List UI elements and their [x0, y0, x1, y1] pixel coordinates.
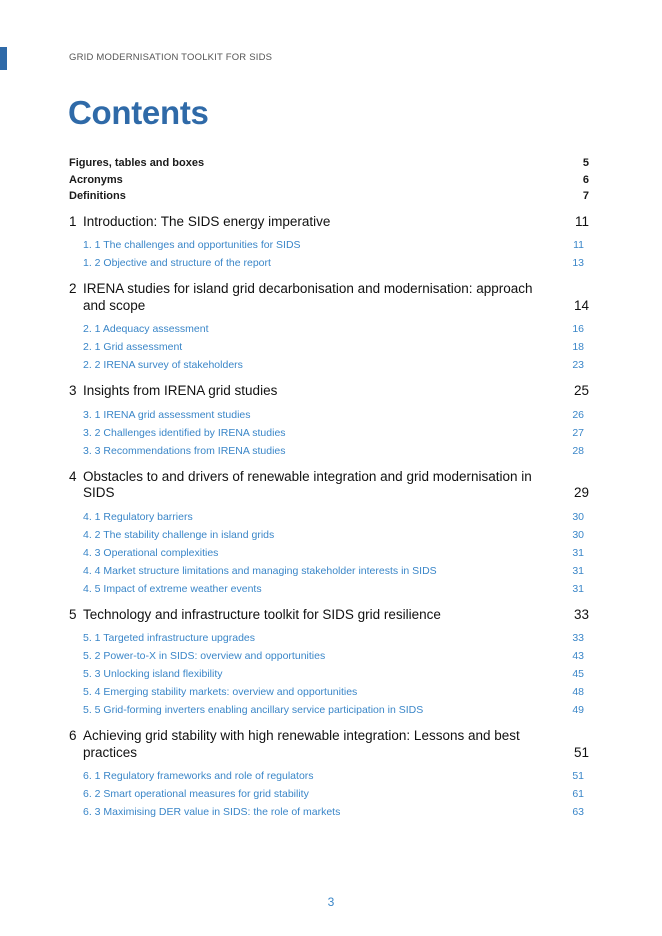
front-matter-list [69, 155, 589, 205]
section-entry[interactable] [69, 580, 589, 598]
section-label: 4. 3 Operational complexities [83, 546, 219, 559]
front-matter-item[interactable] [69, 172, 589, 189]
toc-entry-label: Figures, tables and boxes [69, 157, 205, 169]
chapter-title: Introduction: The SIDS energy imperative [83, 213, 331, 229]
section-entry[interactable] [69, 803, 589, 821]
section-entry[interactable] [69, 338, 589, 356]
chapter-number: 3 [69, 383, 77, 398]
section-page: 31 [572, 546, 584, 559]
section-page: 31 [572, 582, 584, 595]
section-list [69, 508, 589, 598]
section-page: 49 [572, 704, 584, 716]
chapter-title: IRENA studies for island grid decarbonisation and modernisation: approach and scope [83, 281, 533, 313]
section-entry[interactable] [69, 647, 589, 665]
table-of-contents [69, 155, 589, 830]
section-page: 63 [572, 806, 584, 818]
section-entry[interactable] [69, 508, 589, 526]
section-page: 16 [572, 323, 584, 335]
chapter-5 [69, 607, 589, 720]
chapter-2 [69, 281, 589, 374]
front-matter-item[interactable] [69, 155, 589, 172]
section-entry[interactable] [69, 526, 589, 544]
section-label: 5. 2 Power-to-X in SIDS: overview and opportunities [83, 650, 326, 662]
chapter-number: 1 [69, 213, 77, 229]
section-label: 6. 1 Regulatory frameworks and role of regulators [83, 770, 314, 782]
section-page: 27 [572, 426, 584, 439]
chapter-heading[interactable] [69, 607, 589, 624]
section-label: 2. 1 Adequacy assessment [83, 323, 209, 335]
section-label: 5. 1 Targeted infrastructure upgrades [83, 632, 255, 644]
chapter-6 [69, 728, 589, 821]
chapter-number: 4 [69, 468, 77, 484]
section-page: 26 [572, 408, 584, 421]
chapter-heading[interactable] [69, 383, 589, 400]
chapter-number: 2 [69, 281, 77, 296]
section-entry[interactable] [69, 356, 589, 374]
chapter-page: 25 [573, 383, 589, 398]
chapter-heading[interactable] [69, 469, 589, 502]
section-page: 30 [572, 510, 584, 523]
section-label: 4. 2 The stability challenge in island grids [83, 528, 275, 541]
section-label: 2. 1 Grid assessment [83, 341, 183, 353]
section-list [69, 236, 589, 272]
toc-entry-label: Definitions [69, 190, 126, 202]
chapter-number: 6 [69, 728, 77, 743]
section-page: 31 [572, 564, 584, 577]
chapter-heading[interactable] [69, 728, 589, 761]
section-entry[interactable] [69, 562, 589, 580]
section-page: 43 [572, 650, 584, 662]
section-page: 51 [572, 770, 584, 782]
section-entry[interactable] [69, 629, 589, 647]
chapter-3 [69, 383, 589, 460]
chapter-heading[interactable] [69, 214, 589, 231]
page-number: 3 [327, 895, 335, 909]
side-tab-marker [0, 47, 7, 70]
section-entry[interactable] [69, 544, 589, 562]
section-label: 1. 1 The challenges and opportunities for SIDS [83, 239, 301, 251]
section-list [69, 320, 589, 374]
section-label: 6. 2 Smart operational measures for grid stability [83, 788, 309, 800]
section-page: 28 [572, 444, 584, 457]
section-page: 61 [572, 788, 584, 800]
section-entry[interactable] [69, 320, 589, 338]
section-label: 2. 2 IRENA survey of stakeholders [83, 359, 243, 371]
section-page: 11 [573, 239, 584, 251]
section-entry[interactable] [69, 665, 589, 683]
front-matter-item[interactable] [69, 188, 589, 205]
section-page: 33 [572, 632, 584, 644]
chapter-list [69, 214, 589, 822]
section-entry[interactable] [69, 406, 589, 424]
section-page: 13 [572, 257, 584, 269]
section-label: 3. 2 Challenges identified by IRENA studies [83, 426, 286, 439]
section-label: 4. 1 Regulatory barriers [83, 510, 193, 523]
chapter-page: 29 [573, 485, 589, 500]
chapter-1 [69, 214, 589, 273]
section-entry[interactable] [69, 236, 589, 254]
toc-entry-page: 6 [582, 173, 589, 186]
section-list [69, 406, 589, 460]
chapter-page: 14 [573, 297, 589, 313]
section-page: 18 [572, 341, 584, 353]
chapter-page: 51 [573, 744, 589, 760]
section-label: 6. 3 Maximising DER value in SIDS: the role of markets [83, 806, 341, 818]
section-label: 1. 2 Objective and structure of the report [83, 257, 271, 269]
section-entry[interactable] [69, 683, 589, 701]
running-header: GRID MODERNISATION TOOLKIT FOR SIDS [69, 52, 273, 63]
chapter-4 [69, 469, 589, 598]
chapter-title: Achieving grid stability with high renewable integration: Lessons and best practices [83, 728, 520, 760]
section-entry[interactable] [69, 424, 589, 442]
chapter-page: 33 [573, 606, 589, 622]
chapter-page: 11 [574, 213, 589, 229]
section-label: 4. 4 Market structure limitations and managing stakeholder interests in SIDS [83, 564, 437, 577]
section-entry[interactable] [69, 701, 589, 719]
section-entry[interactable] [69, 785, 589, 803]
section-label: 5. 4 Emerging stability markets: overview and opportunities [83, 686, 358, 698]
toc-entry-page: 5 [582, 157, 589, 169]
section-page: 30 [572, 528, 584, 541]
section-entry[interactable] [69, 767, 589, 785]
section-label: 4. 5 Impact of extreme weather events [83, 582, 262, 595]
chapter-title: Insights from IRENA grid studies [83, 383, 278, 398]
section-list [69, 767, 589, 821]
section-page: 45 [572, 668, 584, 680]
chapter-title: Obstacles to and drivers of renewable integration and grid modernisation in SIDS [83, 468, 532, 500]
section-list [69, 629, 589, 719]
section-label: 5. 3 Unlocking island flexibility [83, 668, 223, 680]
section-page: 48 [572, 686, 584, 698]
section-label: 3. 1 IRENA grid assessment studies [83, 408, 251, 421]
section-page: 23 [572, 359, 584, 371]
section-entry[interactable] [69, 254, 589, 272]
chapter-number: 5 [69, 606, 77, 622]
section-entry[interactable] [69, 442, 589, 460]
chapter-heading[interactable] [69, 281, 589, 314]
toc-entry-page: 7 [582, 190, 589, 202]
toc-entry-label: Acronyms [69, 173, 123, 186]
page-title: Contents [68, 94, 209, 131]
section-label: 5. 5 Grid-forming inverters enabling ancillary service participation in SIDS [83, 704, 424, 716]
section-label: 3. 3 Recommendations from IRENA studies [83, 444, 286, 457]
chapter-title: Technology and infrastructure toolkit for SIDS grid resilience [83, 606, 441, 622]
